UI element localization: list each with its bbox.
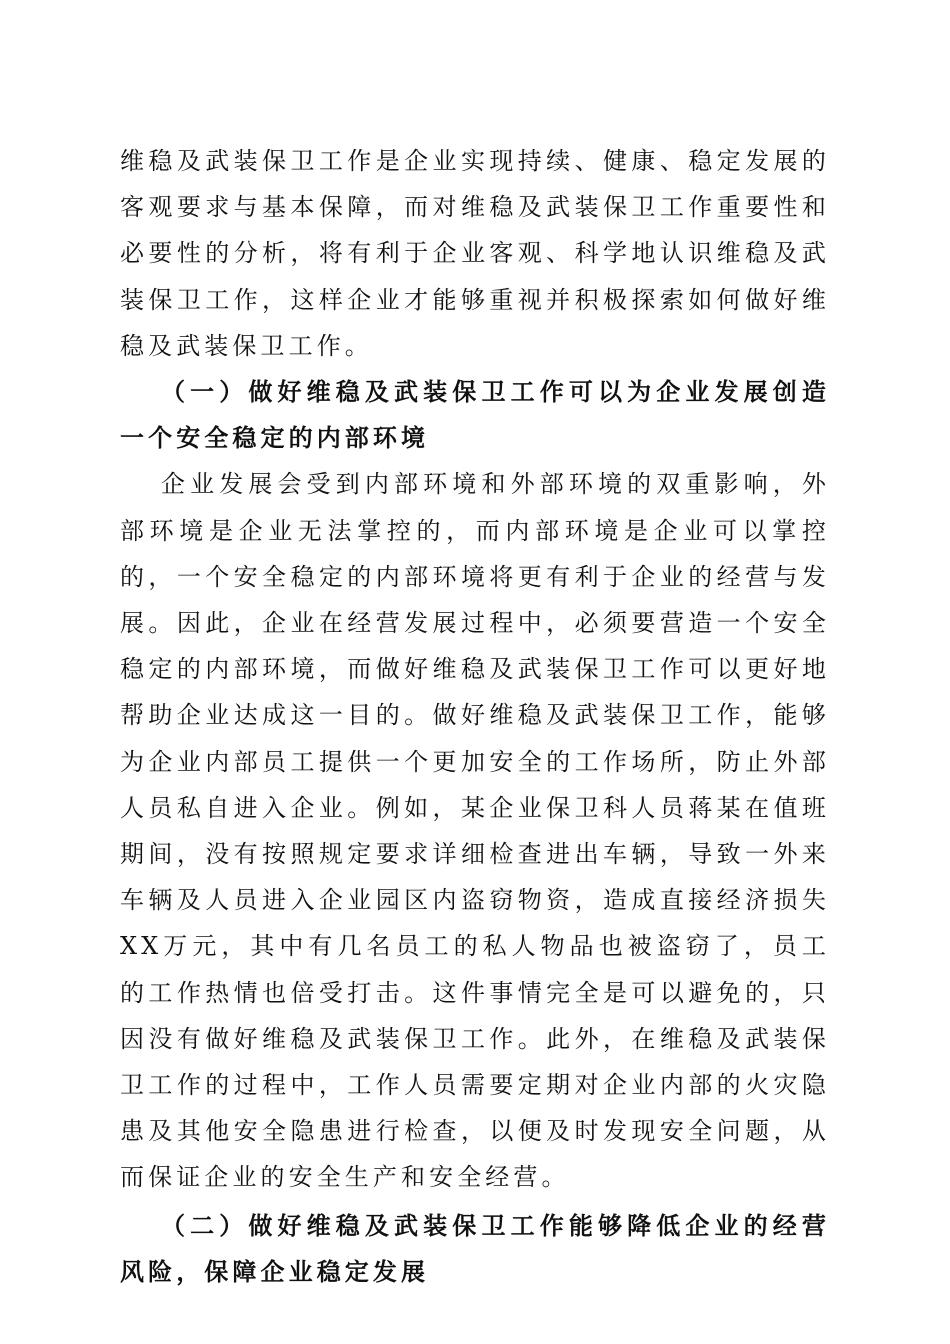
document-body: [120, 138, 830, 1295]
section-heading-1: （一）做好维稳及武装保卫工作可以为企业发展创造一个安全稳定的内部环境: [120, 377, 830, 453]
paragraph-intro: 维稳及武装保卫工作是企业实现持续、健康、稳定发展的客观要求与基本保障，而对维稳及武装保卫工作重要性和必要性的分析，将有利于企业客观、科学地认识维稳及武装保卫工作，这样企业才能够重视并积极探索如何做好维稳及武装保卫工作。: [120, 147, 830, 360]
section-heading-2: （二）做好维稳及武装保卫工作能够降低企业的经营风险，保障企业稳定发展: [120, 1210, 830, 1286]
paragraph-internal-environment: 企业发展会受到内部环境和外部环境的双重影响，外部环境是企业无法掌控的，而内部环境是企业可以掌控的，一个安全稳定的内部环境将更有利于企业的经营与发展。因此，企业在经营发展过程中，必须要营造一个安全稳定的内部环境，而做好维稳及武装保卫工作可以更好地帮助企业达成这一目的。做好维稳及武装保卫工作，能够为企业内部员工提供一个更加安全的工作场所，防止外部人员私自进入企业。例如，某企业保卫科人员蒋某在值班期间，没有按照规定要求详细检查进出车辆，导致一外来车辆及人员进入企业园区内盗窃物资，造成直接经济损失XX万元，其中有几名员工的私人物品也被盗窃了，员工的工作热情也倍受打击。这件事情完全是可以避免的，只因没有做好维稳及武装保卫工作。此外，在维稳及武装保卫工作的过程中，工作人员需要定期对企业内部的火灾隐患及其他安全隐患进行检查，以便及时发现安全问题，从而保证企业的安全生产和安全经营。: [120, 470, 830, 1192]
